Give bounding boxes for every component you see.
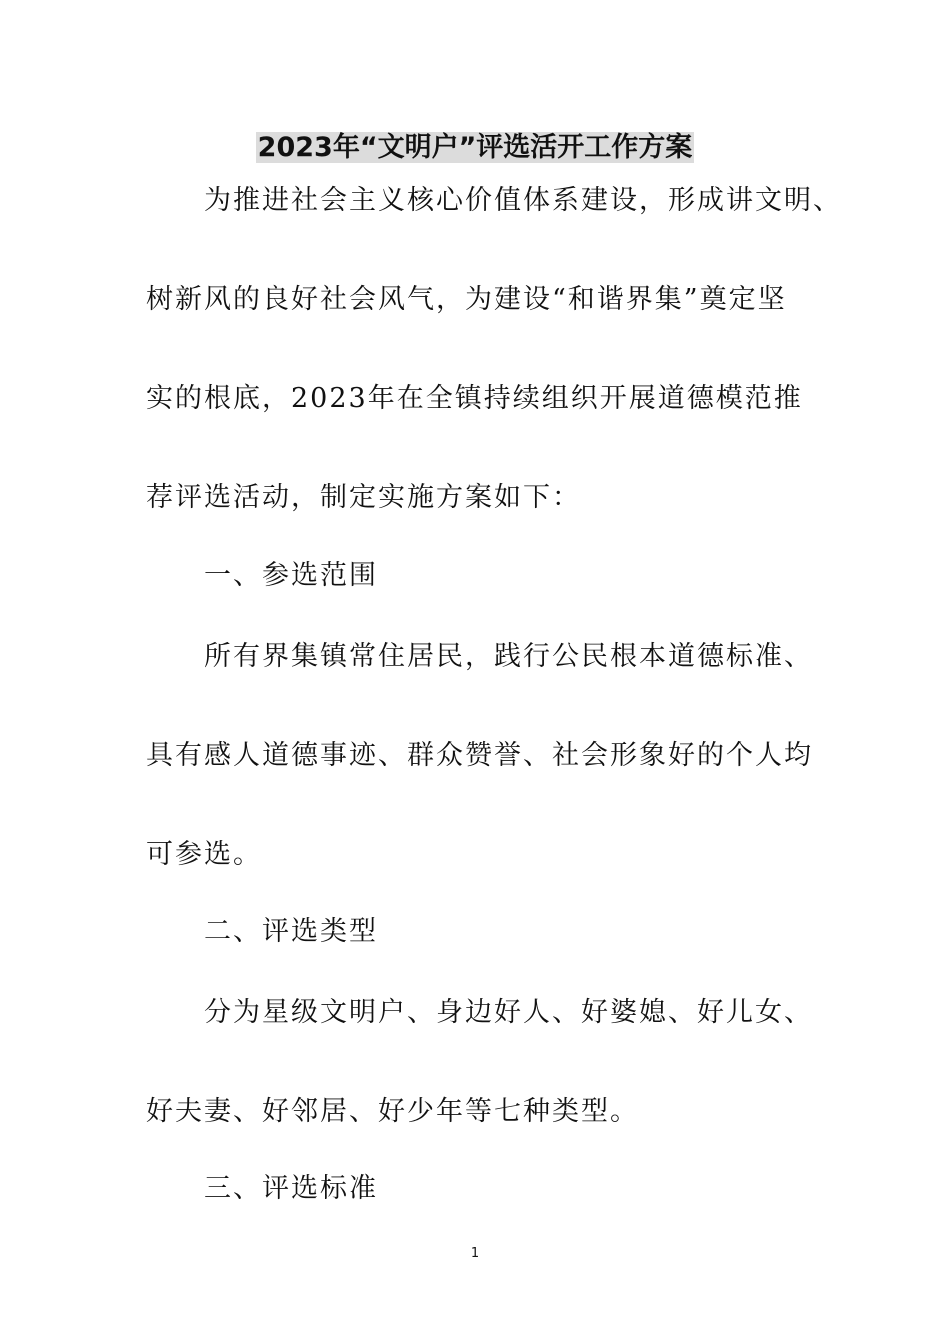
section-heading: 一、参选范围 — [204, 560, 378, 591]
paragraph-line: 荐评选活动，制定实施方案如下： — [146, 482, 581, 513]
paragraph-line: 具有感人道德事迹、群众赞誉、社会形象好的个人均 — [146, 740, 813, 771]
document-title — [0, 128, 950, 168]
page-number: 1 — [470, 1246, 480, 1261]
paragraph-line: 分为星级文明户、身边好人、好婆媳、好儿女、 — [204, 997, 813, 1028]
paragraph-line: 树新风的良好社会风气，为建设“和谐界集”奠定坚 — [146, 284, 787, 315]
document-title-text: 2023年“文明户”评选活开工作方案 — [257, 132, 693, 163]
paragraph-line: 实的根底，2023年在全镇持续组织开展道德模范推 — [146, 383, 803, 414]
paragraph-line: 好夫妻、好邻居、好少年等七种类型。 — [146, 1096, 639, 1127]
paragraph-line: 所有界集镇常住居民，践行公民根本道德标准、 — [204, 641, 813, 672]
paragraph-line: 为推进社会主义核心价值体系建设，形成讲文明、 — [204, 185, 842, 216]
section-heading: 二、评选类型 — [204, 916, 378, 947]
section-heading: 三、评选标准 — [204, 1173, 378, 1204]
paragraph-line: 可参选。 — [146, 839, 262, 870]
